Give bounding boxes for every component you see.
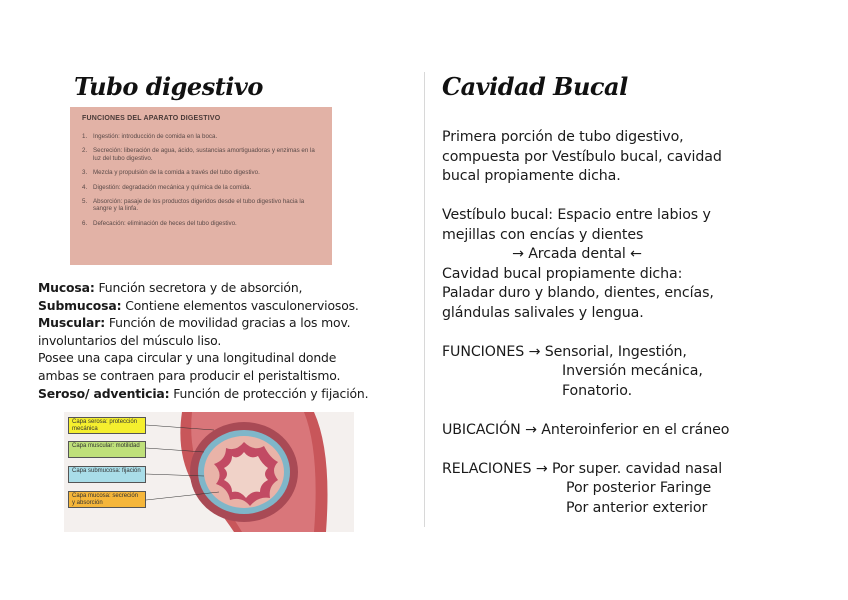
intro-line-2: compuesta por Vestíbulo bucal, cavidad (442, 148, 722, 165)
functions-table-heading: FUNCIONES DEL APARATO DIGESTIVO (82, 115, 221, 122)
functions-item: 3. Mezcla y propulsión de la comida a través del tubo digestivo. (82, 169, 260, 177)
intro-line-1: Primera porción de tubo digestivo, (442, 129, 684, 145)
left-title: Tubo digestivo (74, 72, 263, 101)
muscular-continued: involuntarios del músculo liso. (38, 332, 222, 348)
relaciones-line-2: Por posterior Faringe (566, 480, 712, 496)
functions-item: 4. Digestión: degradación mecánica y química de la comida. (82, 183, 252, 191)
serosa-line: Seroso/ adventicia: Función de protección y fijación. (38, 385, 369, 401)
vestibulo-line-2: mejillas con encías y dientes (442, 226, 644, 243)
cavidad-line-2: Paladar duro y blando, dientes, encías, (442, 285, 714, 301)
figure-label-mucosa: Capa mucosa: secreción y absorción (68, 491, 146, 508)
cavidad-line-3: glándulas salivales y lengua. (442, 304, 644, 321)
funciones-line-2: Inversión mecánica, (562, 363, 703, 379)
cavidad-bucal-content (442, 128, 832, 518)
functions-item: 1. Ingestión: introducción de comida en la boca. (82, 133, 218, 140)
functions-item: 6. Defecación: eliminación de heces del tubo digestivo. (82, 219, 237, 227)
funciones-line-3: Fonatorio. (562, 382, 632, 399)
ubicacion-line: UBICACIÓN → Anteroinferior en el cráneo (442, 421, 730, 438)
figure-label-muscular: Capa muscular: motilidad (68, 441, 146, 458)
functions-table (70, 107, 332, 265)
mucosa-line: Mucosa: Función secretora y de absorción, (38, 280, 303, 295)
intro-line-3: bucal propiamente dicha. (442, 168, 621, 184)
right-title: Cavidad Bucal (442, 72, 628, 101)
functions-item: 5. Absorción: pasaje de los productos digeridos desde el tubo digestivo hacia la sangre y la linfa. (82, 198, 305, 213)
layers-description (38, 279, 424, 402)
submucosa-line: Submucosa: Contiene elementos vasculonerviosos. (38, 297, 359, 313)
figure-label-serosa: Capa serosa: protección mecánica (68, 417, 146, 434)
peristalsis-line-2: ambas se contraen para producir el peristaltismo. (38, 367, 341, 383)
muscular-line: Muscular: Función de movilidad gracias a los mov. (38, 315, 351, 331)
peristalsis-line-1: Posee una capa circular y una longitudinal donde (38, 350, 337, 366)
relaciones-line-1: RELACIONES → Por super. cavidad nasal (442, 460, 723, 477)
column-divider (424, 72, 425, 527)
relaciones-line-3: Por anterior exterior (566, 499, 708, 516)
arcada-dental-line: → Arcada dental ← (512, 246, 642, 262)
funciones-line-1: FUNCIONES → Sensorial, Ingestión, (442, 343, 687, 360)
digestive-tube-figure (64, 412, 354, 532)
figure-label-submucosa: Capa submucosa: fijación (68, 466, 146, 483)
functions-item: 2. Secreción: liberación de agua, ácido, sustancias amortiguadoras y enzimas en la luz del tubo digestivo. (82, 147, 315, 162)
cavidad-line-1: Cavidad bucal propiamente dicha: (442, 265, 683, 282)
vestibulo-line-1: Vestíbulo bucal: Espacio entre labios y (442, 207, 711, 223)
